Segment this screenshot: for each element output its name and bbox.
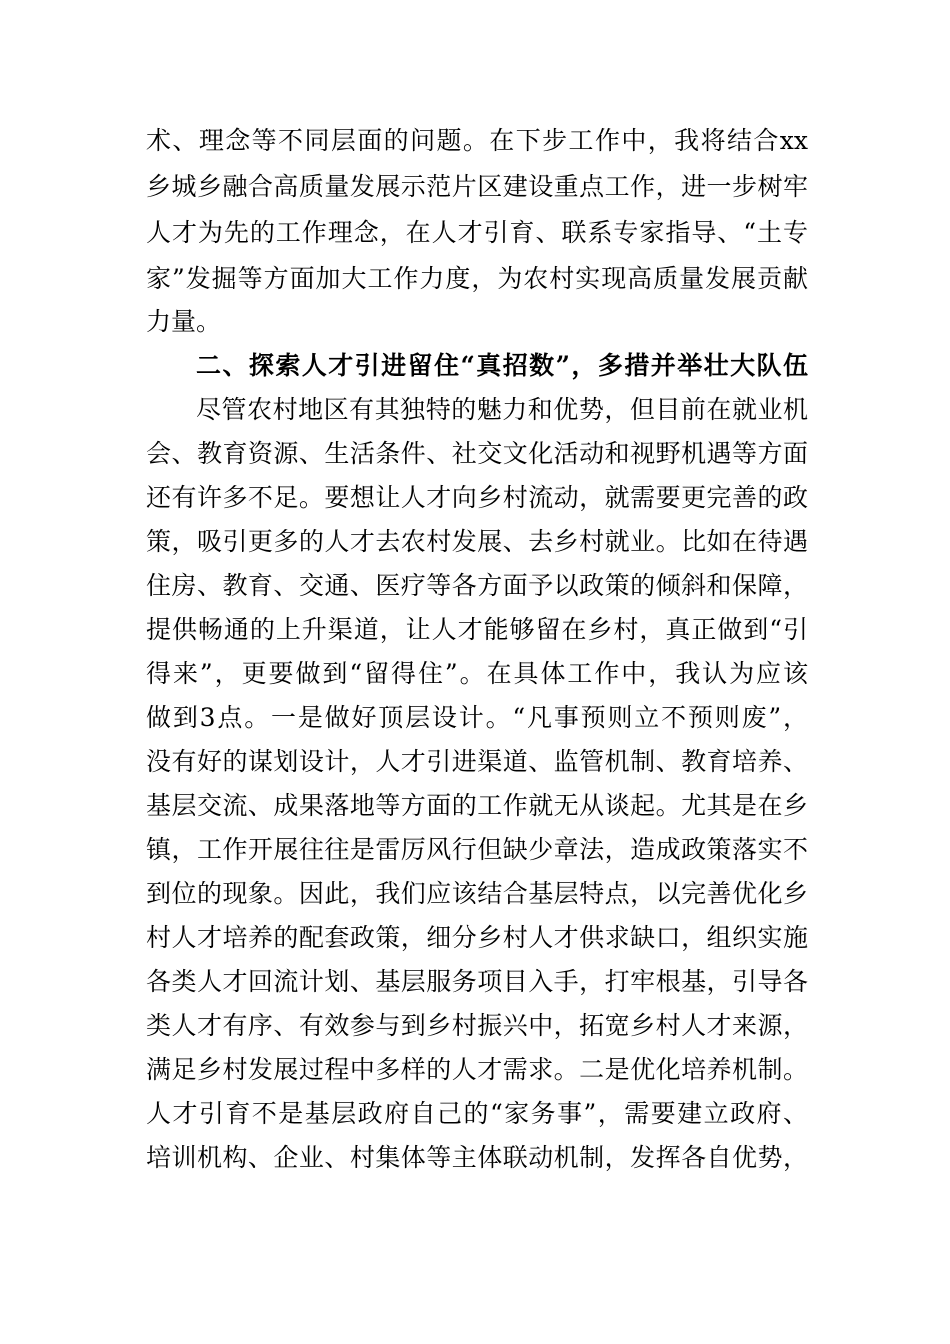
- paragraph-line: 尽管农村地区有其独特的魅力和优势，但目前在就业机: [196, 395, 808, 424]
- paragraph-line: 家”发掘等方面加大工作力度，为农村实现高质量发展贡献: [146, 264, 808, 293]
- paragraph-line: 得来”，更要做到“留得住”。在具体工作中，我认为应该: [146, 659, 808, 688]
- paragraph-line: 类人才有序、有效参与到乡村振兴中，拓宽乡村人才来源，: [146, 1011, 808, 1040]
- paragraph-line: 人才引育不是基层政府自己的“家务事”，需要建立政府、: [146, 1099, 808, 1128]
- paragraph-line: 基层交流、成果落地等方面的工作就无从谈起。尤其是在乡: [146, 791, 808, 820]
- paragraph-line: 会、教育资源、生活条件、社交文化活动和视野机遇等方面: [146, 439, 808, 468]
- paragraph-line: 满足乡村发展过程中多样的人才需求。二是优化培养机制。: [146, 1055, 808, 1084]
- paragraph-line: 镇，工作开展往往是雷厉风行但缺少章法，造成政策落实不: [146, 835, 808, 864]
- paragraph-line: 各类人才回流计划、基层服务项目入手，打牢根基，引导各: [146, 967, 808, 996]
- paragraph-line: 村人才培养的配套政策，细分乡村人才供求缺口，组织实施: [146, 923, 808, 952]
- paragraph-line: 策，吸引更多的人才去农村发展、去乡村就业。比如在待遇: [146, 527, 808, 556]
- paragraph-line: 力量。: [146, 307, 222, 336]
- paragraph-line: 乡城乡融合高质量发展示范片区建设重点工作，进一步树牢: [146, 172, 808, 201]
- paragraph-line: 住房、教育、交通、医疗等各方面予以政策的倾斜和保障，: [146, 571, 808, 600]
- paragraph-line: 还有许多不足。要想让人才向乡村流动，就需要更完善的政: [146, 483, 808, 512]
- paragraph-line: 术、理念等不同层面的问题。在下步工作中，我将结合xx: [146, 126, 808, 155]
- paragraph-line: 到位的现象。因此，我们应该结合基层特点，以完善优化乡: [146, 879, 808, 908]
- section-heading: 二、探索人才引进留住“真招数”，多措并举壮大队伍: [196, 351, 808, 380]
- paragraph-line: 培训机构、企业、村集体等主体联动机制，发挥各自优势，: [146, 1143, 808, 1172]
- paragraph-line: 没有好的谋划设计，人才引进渠道、监管机制、教育培养、: [146, 747, 808, 776]
- paragraph-line: 人才为先的工作理念，在人才引育、联系专家指导、“土专: [146, 218, 808, 247]
- paragraph-line: 做到3点。一是做好顶层设计。“凡事预则立不预则废”，: [146, 703, 808, 732]
- paragraph-line: 提供畅通的上升渠道，让人才能够留在乡村，真正做到“引: [146, 615, 808, 644]
